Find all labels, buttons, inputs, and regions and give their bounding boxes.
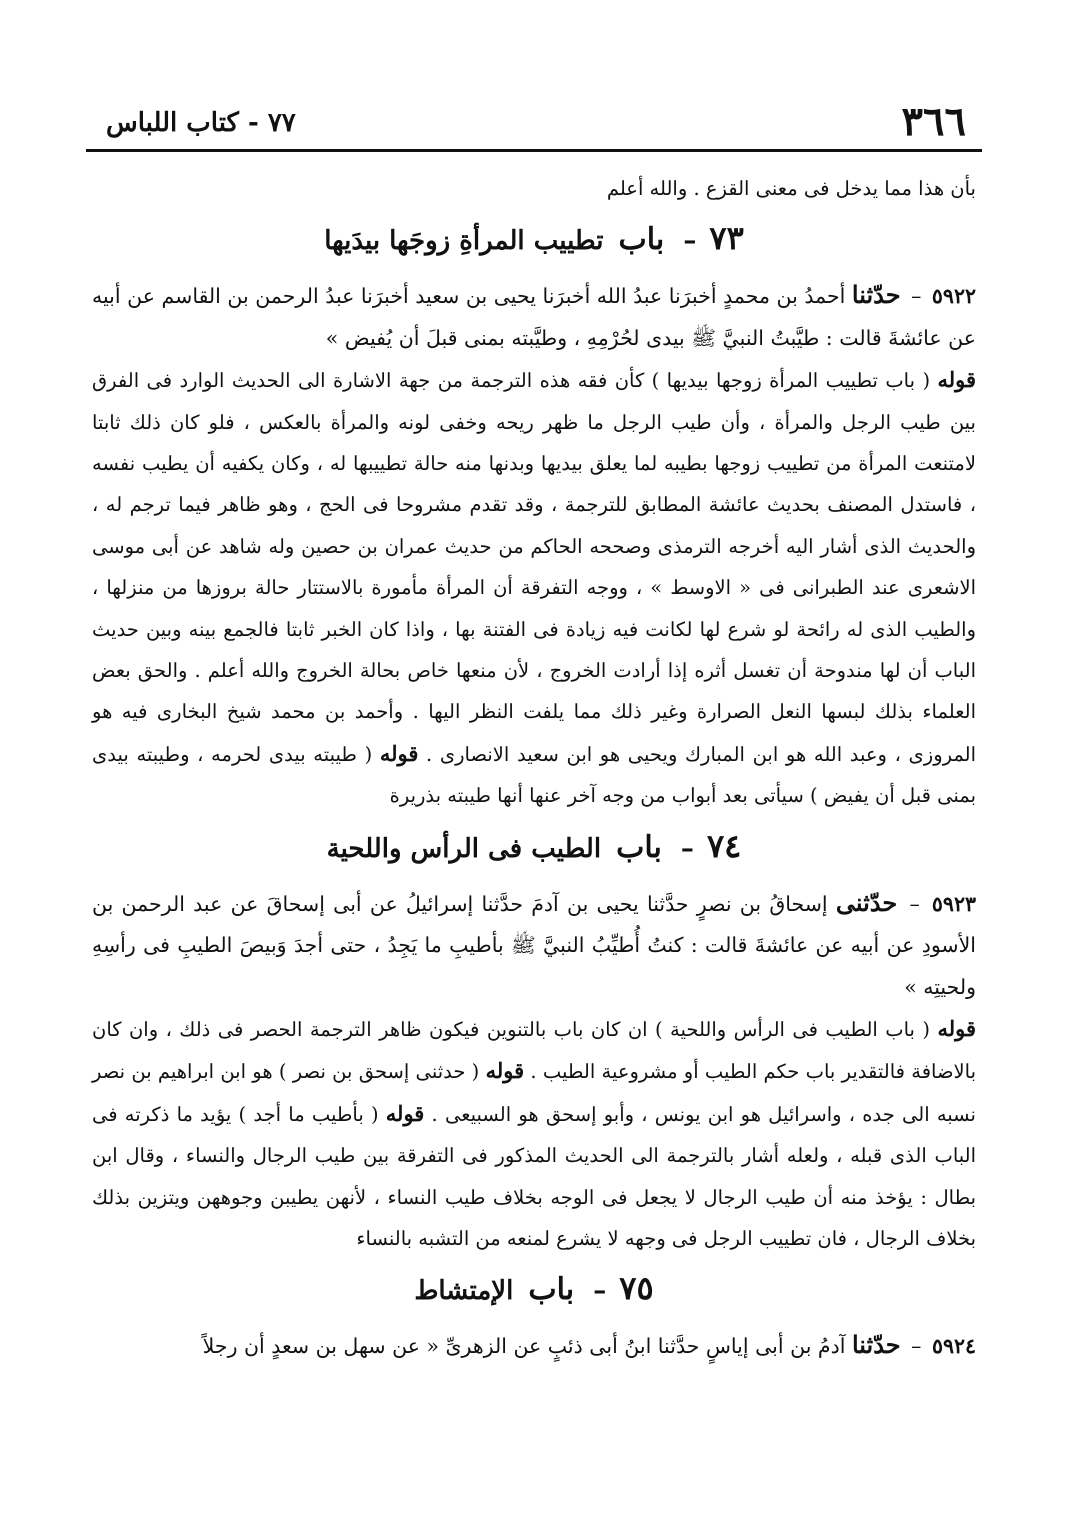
commentary-text: ( بأطيب ما أجد ) يؤيد ما ذكرته فى الباب الذى قبله ، ولعله أشار بالترجمة الى الحديث المذكور فى التفرقة بين طيب الرجال والنساء ، وقال ابن بطال : يؤخذ منه أن طيب الرجال لا يجعل فى الوجه بخلاف طيب النساء ، لأنهن يطيبن وجوههن ويتزين بذلك بخلاف الرجال ، فان تطييب الرجل فى وجهه لا يشرع لمنعه من التشبه بالنساء <box>92 1102 976 1250</box>
hadith-paragraph <box>92 1324 976 1367</box>
hadith-number: ٥٩٢٢ <box>931 284 976 309</box>
section-heading <box>92 1263 976 1316</box>
commentary-lead: قوله <box>485 1058 525 1084</box>
hadith-number: ٥٩٢٣ <box>931 891 976 916</box>
hadith-dash: – <box>909 891 920 916</box>
hadith-dash: – <box>911 284 922 309</box>
hadith-lead: حدّثنا <box>851 1330 901 1360</box>
bab-label: باب <box>616 829 662 865</box>
book-title: ٧٧ - كتاب اللباس <box>106 108 296 138</box>
section-number: ٧٤ <box>706 826 742 865</box>
section-title: الإمتشاط <box>414 1276 514 1307</box>
hadith-text: آدمُ بن أبى إياسٍ حدَّثنا ابنُ أبى ذئبٍ عن الزهرىِّ « عن سهل بن سعدٍ أن رجلاً <box>202 1334 846 1359</box>
hadith-lead: حدّثنا <box>851 280 901 310</box>
hadith-text: إسحاقُ بن نصرٍ حدَّثنا يحيى بن آدمَ حدَّثنا إسرائيلُ عن أبى إسحاقَ عن عبد الرحمن بن الأسودِ عن أبيه عن عائشةَ قالت : كنتُ أُطيِّبُ النبيَّ ﷺ بأطيبِ ما يَجِدُ ، حتى أجدَ وَبيصَ الطيبِ فى رأسِهِ ولحيتِه » <box>92 891 977 999</box>
commentary-lead: قوله <box>937 1015 976 1041</box>
commentary-lead: قوله <box>379 740 419 766</box>
intro-line: بأن هذا مما يدخل فى معنى القزع . والله أعلم <box>606 177 976 200</box>
section-title: الطيب فى الرأس واللحية <box>326 833 602 864</box>
hadith-text: أحمدُ بن محمدٍ أخبرَنا عبدُ الله أخبرَنا يحيى بن سعيد أخبرَنا عبدُ الرحمن بن القاسم عن أبيه عن عائشةَ قالت : طيَّبتُ النبيَّ ﷺ بيدى لحُرْمِهِ ، وطيَّبته بمنى قبلَ أن يُفيض » <box>92 284 976 350</box>
heading-dash: – <box>593 1276 607 1307</box>
header-rule <box>86 149 982 152</box>
commentary-lead: قوله <box>937 367 976 393</box>
hadith-dash: – <box>911 1334 922 1359</box>
hadith-number: ٥٩٢٤ <box>931 1334 976 1359</box>
hadith-paragraph <box>92 274 976 359</box>
hadith-paragraph <box>92 882 976 1008</box>
running-header <box>86 100 982 148</box>
bab-label: باب <box>618 222 665 258</box>
page-number: ٣٦٦ <box>901 98 966 145</box>
commentary-text: ( باب تطييب المرأة زوجها بيديها ) كأن فقه هذه الترجمة من جهة الاشارة الى الحديث الوارد فى الفرق بين طيب الرجل والمرأة ، وأن طيب الرجل ما ظهر ريحه وخفى لونه والمرأة بالعكس ، فلو كان ذلك ثابتا لامتنعت المرأة من تطييب زوجها بطيبه لما يعلق بيديها وبدنها منه حالة تطييبها له ، وكان يكفيه أن يطيب نفسه ، فاستدل المصنف بحديث عائشة المطابق للترجمة ، وقد تقدم مشروحا فى الحج ، وهو ظاهر فيما ترجم له ، والحديث الذى أشار اليه أخرجه الترمذى وصححه الحاكم من حديث عمران بن حصين وله شاهد عن أبى موسى الاشعرى عند الطبرانى فى « الاوسط » ، ووجه التفرقة أن المرأة مأمورة بالاستتار حالة بروزها من منزلها ، والطيب الذى له رائحة لو شرع لها لكانت فيه زيادة فى الفتنة بها ، واذا كان الخبر ثابتا فالجمع بينه وبين حديث الباب أن لها مندوحة أن تغسل أثره إذا أرادت الخروج ، لأن منعها خاص بحالة الخروج والله أعلم . والحق بعض العلماء بذلك لبسها النعل الصرارة وغير ذلك مما يلفت النظر اليها . وأحمد بن محمد شيخ البخارى فيه هو المروزى ، وعبد الله هو ابن المبارك ويحيى هو ابن سعيد الانصارى . <box>92 369 977 766</box>
section-title: تطييب المرأةِ زوجَها بيدَيها <box>324 226 604 257</box>
commentary-text: ( حدثنى إسحق بن نصر ) هو ابن ابراهيم بن نصر نسبه الى جده ، واسرائيل هو ابن يونس ، وأبو إسحق هو السبيعى . <box>92 1060 976 1126</box>
heading-dash: – <box>683 226 697 257</box>
page-body <box>92 168 976 1368</box>
commentary-paragraph <box>92 359 976 816</box>
hadith-lead: حدّثنى <box>835 887 898 917</box>
heading-dash: – <box>680 833 694 864</box>
commentary-text: ( باب الطيب فى الرأس واللحية ) ان كان باب بالتنوين فيكون ظاهر الترجمة الحصر فى ذلك ، وان كان بالاضافة فالتقدير باب حكم الطيب أو مشروعية الطيب . <box>92 1017 977 1084</box>
section-number: ٧٥ <box>619 1269 654 1308</box>
section-heading <box>92 213 976 266</box>
section-number: ٧٣ <box>709 219 744 258</box>
commentary-lead: قوله <box>385 1100 425 1126</box>
section-heading <box>92 821 976 874</box>
bab-label: باب <box>528 1272 575 1308</box>
commentary-paragraph <box>92 1008 976 1259</box>
commentary-text: ( طيبته بيدى لحرمه ، وطيبته بيدى بمنى قبل أن يفيض ) سيأتى بعد أبواب من وجه آخر عنها أنها طيبته بذريرة <box>92 742 976 808</box>
